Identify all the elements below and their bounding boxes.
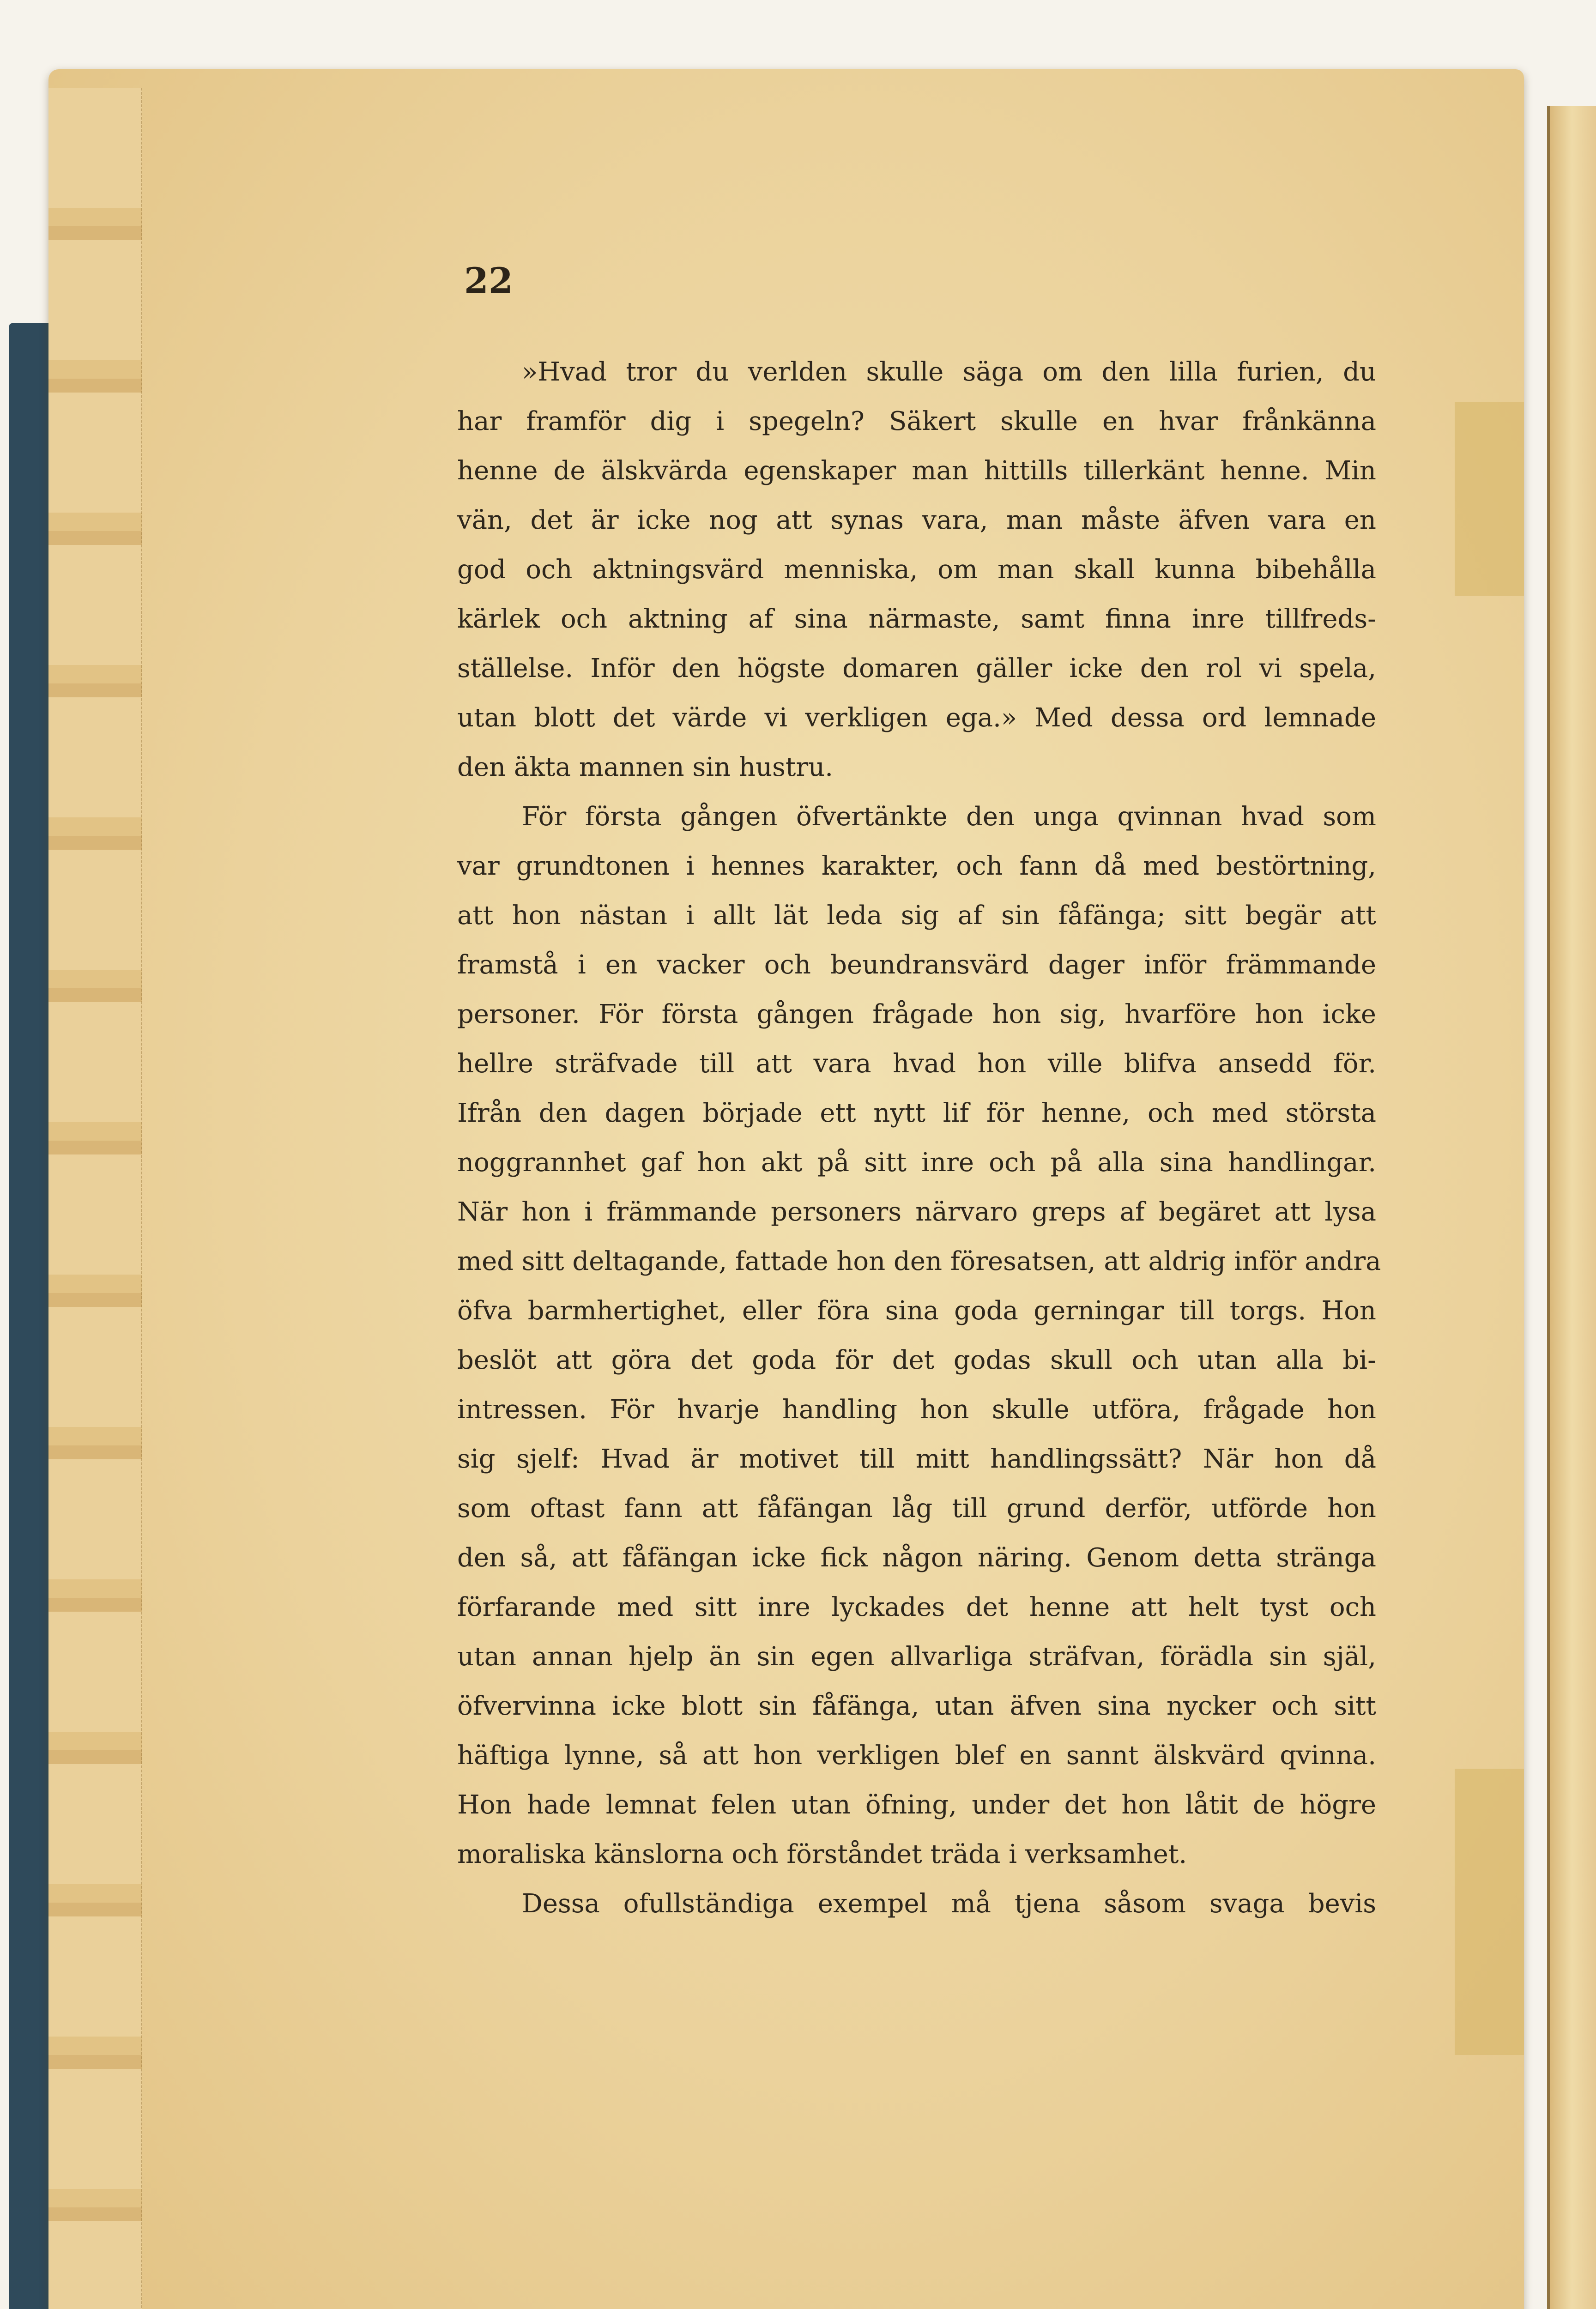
text-line: förfarande med sitt inre lyckades det henne att helt tyst och (457, 1592, 1376, 1622)
text-line: vän, det är icke nog att synas vara, man måste äfven vara en (457, 505, 1376, 535)
text-line: intressen. För hvarje handling hon skulle utföra, frågade hon (457, 1395, 1376, 1425)
text-line: hellre sträfvade till att vara hvad hon ville blifva ansedd för. (457, 1049, 1376, 1079)
paragraph (457, 792, 1381, 1879)
text-line: den äkta mannen sin hustru. (457, 752, 834, 782)
text-line: När hon i främmande personers närvaro greps af begäret att lysa (457, 1197, 1376, 1227)
tape-remnant (1455, 1769, 1524, 2055)
text-line: beslöt att göra det goda för det godas skull och utan alla bi- (457, 1345, 1376, 1375)
text-line: noggrannhet gaf hon akt på sitt inre och på alla sina handlingar. (457, 1148, 1376, 1178)
text-line: med sitt deltagande, fattade hon den föresatsen, att aldrig inför andra (457, 1246, 1381, 1276)
text-line: öfva barmhertighet, eller föra sina goda gerningar till torgs. Hon (457, 1296, 1376, 1326)
text-line: framstå i en vacker och beundransvärd dager inför främmande (457, 950, 1376, 980)
text-line: den så, att fåfängan icke fick någon näring. Genom detta stränga (457, 1543, 1376, 1573)
text-line: häftiga lynne, så att hon verkligen blef en sannt älskvärd qvinna. (457, 1741, 1376, 1771)
text-line: moraliska känslorna och förståndet träda i verksamhet. (457, 1839, 1187, 1869)
text-line: sig sjelf: Hvad är motivet till mitt handlingssätt? När hon då (457, 1444, 1376, 1474)
page-number: 22 (464, 260, 513, 301)
text-line: att hon nästan i allt lät leda sig af sin fåfänga; sitt begär att (457, 901, 1376, 931)
text-line: Hon hade lemnat felen utan öfning, under det hon låtit de högre (457, 1790, 1376, 1820)
text-line: som oftast fann att fåfängan låg till grund derför, utförde hon (457, 1493, 1376, 1523)
paragraph (457, 1879, 1376, 1928)
text-line: »Hvad tror du verlden skulle säga om den lilla furien, du (522, 357, 1376, 387)
text-line: För första gången öfvertänkte den unga qvinnan hvad som (522, 802, 1376, 832)
text-line: öfvervinna icke blott sin fåfänga, utan äfven sina nycker och sitt (457, 1691, 1376, 1721)
text-line: god och aktningsvärd menniska, om man skall kunna bibehålla (457, 555, 1376, 585)
paragraph (457, 347, 1376, 792)
text-line: kärlek och aktning af sina närmaste, samt finna inre tillfreds- (457, 604, 1376, 634)
next-page-edge (1547, 106, 1596, 2309)
text-line: henne de älskvärda egenskaper man hittills tillerkänt henne. Min (457, 456, 1376, 486)
text-line: Ifrån den dagen började ett nytt lif för henne, och med största (457, 1098, 1376, 1128)
text-line: har framför dig i spegeln? Säkert skulle en hvar frånkänna (457, 406, 1376, 436)
body-text (457, 347, 1381, 1928)
text-line: var grundtonen i hennes karakter, och fann då med bestörtning, (457, 851, 1376, 881)
text-line: ställelse. Inför den högste domaren gäller icke den rol vi spela, (457, 653, 1376, 683)
text-line: utan blott det värde vi verkligen ega.» Med dessa ord lemnade (457, 703, 1376, 733)
text-line: personer. För första gången frågade hon sig, hvarföre hon icke (457, 999, 1376, 1029)
text-line: utan annan hjelp än sin egen allvarliga sträfvan, förädla sin själ, (457, 1642, 1376, 1672)
text-line: Dessa ofullständiga exempel må tjena såsom svaga bevis (522, 1889, 1376, 1919)
tape-remnant (1455, 402, 1524, 596)
